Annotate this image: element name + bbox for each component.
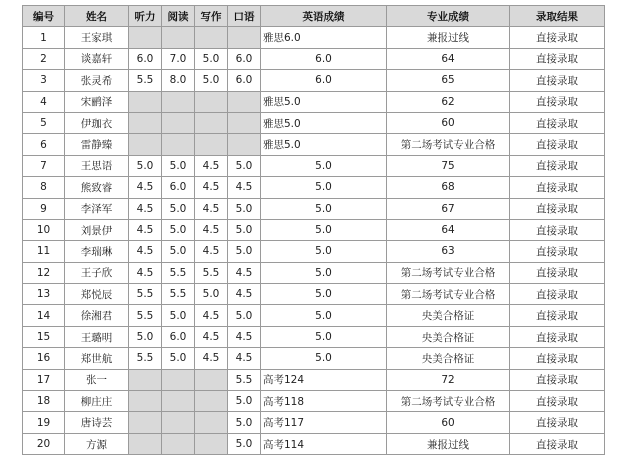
reading-score-cell: 5.0 — [162, 305, 195, 326]
row-id-cell: 18 — [23, 391, 65, 412]
writing-score-cell: 4.5 — [195, 155, 228, 176]
english-score-cell: 5.0 — [261, 348, 387, 369]
writing-score-cell — [195, 412, 228, 433]
admission-result-cell: 直接录取 — [510, 70, 605, 91]
writing-score-cell — [195, 433, 228, 454]
reading-score-cell: 5.5 — [162, 284, 195, 305]
row-id-cell: 11 — [23, 241, 65, 262]
speaking-score-cell: 5.0 — [228, 391, 261, 412]
table-header-row — [23, 6, 605, 27]
english-score-cell: 高考118 — [261, 391, 387, 412]
listening-score-cell: 5.5 — [129, 284, 162, 305]
english-score-cell: 6.0 — [261, 48, 387, 69]
reading-score-cell — [162, 112, 195, 133]
speaking-score-cell: 5.0 — [228, 305, 261, 326]
row-id-cell: 8 — [23, 177, 65, 198]
speaking-score-cell — [228, 134, 261, 155]
reading-score-cell — [162, 433, 195, 454]
reading-score-cell: 5.0 — [162, 155, 195, 176]
table-row — [23, 369, 605, 390]
listening-score-cell: 4.5 — [129, 198, 162, 219]
listening-score-cell: 4.5 — [129, 241, 162, 262]
table-body — [23, 27, 605, 455]
listening-score-cell — [129, 433, 162, 454]
writing-score-cell — [195, 91, 228, 112]
reading-score-cell — [162, 369, 195, 390]
listening-score-cell — [129, 412, 162, 433]
speaking-score-cell: 5.5 — [228, 369, 261, 390]
english-score-cell: 高考117 — [261, 412, 387, 433]
writing-score-cell: 4.5 — [195, 198, 228, 219]
major-score-cell: 65 — [387, 70, 510, 91]
admission-result-cell: 直接录取 — [510, 91, 605, 112]
writing-score-cell — [195, 391, 228, 412]
english-score-cell: 5.0 — [261, 177, 387, 198]
major-score-cell: 67 — [387, 198, 510, 219]
major-score-cell: 央美合格证 — [387, 305, 510, 326]
speaking-score-cell: 5.0 — [228, 412, 261, 433]
row-id-cell: 4 — [23, 91, 65, 112]
reading-score-cell: 5.0 — [162, 241, 195, 262]
writing-score-cell: 4.5 — [195, 177, 228, 198]
row-id-cell: 16 — [23, 348, 65, 369]
english-score-cell: 雅思5.0 — [261, 112, 387, 133]
major-score-cell: 60 — [387, 412, 510, 433]
english-score-cell: 6.0 — [261, 70, 387, 91]
student-name-cell: 雷静臻 — [65, 134, 129, 155]
english-score-cell: 高考124 — [261, 369, 387, 390]
header-writing: 写作 — [195, 6, 228, 27]
table-row — [23, 198, 605, 219]
writing-score-cell — [195, 369, 228, 390]
reading-score-cell: 5.0 — [162, 219, 195, 240]
student-name-cell: 王家琪 — [65, 27, 129, 48]
admission-results-table — [22, 5, 605, 455]
header-name: 姓名 — [65, 6, 129, 27]
admission-result-cell: 直接录取 — [510, 219, 605, 240]
writing-score-cell — [195, 134, 228, 155]
admission-result-cell: 直接录取 — [510, 177, 605, 198]
student-name-cell: 刘景伊 — [65, 219, 129, 240]
admission-result-cell: 直接录取 — [510, 284, 605, 305]
speaking-score-cell: 4.5 — [228, 262, 261, 283]
major-score-cell: 第二场考试专业合格 — [387, 134, 510, 155]
admission-result-cell: 直接录取 — [510, 241, 605, 262]
student-name-cell: 张灵希 — [65, 70, 129, 91]
table-row — [23, 391, 605, 412]
student-name-cell: 柳庄庄 — [65, 391, 129, 412]
listening-score-cell: 4.5 — [129, 262, 162, 283]
speaking-score-cell — [228, 91, 261, 112]
row-id-cell: 15 — [23, 326, 65, 347]
table-row — [23, 433, 605, 454]
admission-result-cell: 直接录取 — [510, 369, 605, 390]
student-name-cell: 唐诗芸 — [65, 412, 129, 433]
major-score-cell: 第二场考试专业合格 — [387, 391, 510, 412]
speaking-score-cell — [228, 27, 261, 48]
english-score-cell: 5.0 — [261, 262, 387, 283]
student-name-cell: 李泽军 — [65, 198, 129, 219]
table-row — [23, 112, 605, 133]
header-english-score: 英语成绩 — [261, 6, 387, 27]
speaking-score-cell: 4.5 — [228, 326, 261, 347]
table-row — [23, 134, 605, 155]
reading-score-cell: 6.0 — [162, 326, 195, 347]
major-score-cell: 68 — [387, 177, 510, 198]
student-name-cell: 宋鹂泽 — [65, 91, 129, 112]
writing-score-cell — [195, 27, 228, 48]
row-id-cell: 10 — [23, 219, 65, 240]
writing-score-cell — [195, 112, 228, 133]
major-score-cell: 兼报过线 — [387, 27, 510, 48]
student-name-cell: 王子欣 — [65, 262, 129, 283]
major-score-cell: 央美合格证 — [387, 348, 510, 369]
reading-score-cell — [162, 134, 195, 155]
writing-score-cell: 5.0 — [195, 48, 228, 69]
listening-score-cell — [129, 112, 162, 133]
listening-score-cell: 4.5 — [129, 219, 162, 240]
admission-result-cell: 直接录取 — [510, 305, 605, 326]
english-score-cell: 雅思5.0 — [261, 134, 387, 155]
header-listening: 听力 — [129, 6, 162, 27]
row-id-cell: 5 — [23, 112, 65, 133]
table-row — [23, 284, 605, 305]
listening-score-cell — [129, 391, 162, 412]
student-name-cell: 张一 — [65, 369, 129, 390]
student-name-cell: 李瑞琳 — [65, 241, 129, 262]
listening-score-cell: 5.5 — [129, 70, 162, 91]
speaking-score-cell: 4.5 — [228, 284, 261, 305]
english-score-cell: 雅思6.0 — [261, 27, 387, 48]
english-score-cell: 5.0 — [261, 305, 387, 326]
admission-result-cell: 直接录取 — [510, 48, 605, 69]
speaking-score-cell: 4.5 — [228, 177, 261, 198]
admission-result-cell: 直接录取 — [510, 433, 605, 454]
reading-score-cell: 6.0 — [162, 177, 195, 198]
listening-score-cell: 5.5 — [129, 305, 162, 326]
table-row — [23, 48, 605, 69]
listening-score-cell: 5.0 — [129, 155, 162, 176]
major-score-cell: 兼报过线 — [387, 433, 510, 454]
student-name-cell: 郑悦辰 — [65, 284, 129, 305]
admission-result-cell: 直接录取 — [510, 155, 605, 176]
speaking-score-cell — [228, 112, 261, 133]
english-score-cell: 5.0 — [261, 155, 387, 176]
row-id-cell: 9 — [23, 198, 65, 219]
reading-score-cell — [162, 391, 195, 412]
major-score-cell: 75 — [387, 155, 510, 176]
row-id-cell: 6 — [23, 134, 65, 155]
major-score-cell: 央美合格证 — [387, 326, 510, 347]
header-reading: 阅读 — [162, 6, 195, 27]
header-admission-result: 录取结果 — [510, 6, 605, 27]
row-id-cell: 3 — [23, 70, 65, 91]
student-name-cell: 方源 — [65, 433, 129, 454]
english-score-cell: 高考114 — [261, 433, 387, 454]
english-score-cell: 5.0 — [261, 241, 387, 262]
header-id: 编号 — [23, 6, 65, 27]
speaking-score-cell: 5.0 — [228, 155, 261, 176]
speaking-score-cell: 5.0 — [228, 198, 261, 219]
student-name-cell: 伊珈衣 — [65, 112, 129, 133]
table-row — [23, 262, 605, 283]
admission-result-cell: 直接录取 — [510, 262, 605, 283]
table-row — [23, 326, 605, 347]
admission-result-cell: 直接录取 — [510, 391, 605, 412]
listening-score-cell — [129, 369, 162, 390]
speaking-score-cell: 4.5 — [228, 348, 261, 369]
speaking-score-cell: 6.0 — [228, 48, 261, 69]
writing-score-cell: 5.0 — [195, 70, 228, 91]
student-name-cell: 徐湘君 — [65, 305, 129, 326]
major-score-cell: 第二场考试专业合格 — [387, 284, 510, 305]
admission-result-cell: 直接录取 — [510, 348, 605, 369]
reading-score-cell: 8.0 — [162, 70, 195, 91]
table-row — [23, 412, 605, 433]
writing-score-cell: 5.0 — [195, 284, 228, 305]
student-name-cell: 谈嘉轩 — [65, 48, 129, 69]
header-major-score: 专业成绩 — [387, 6, 510, 27]
admission-result-cell: 直接录取 — [510, 27, 605, 48]
writing-score-cell: 4.5 — [195, 326, 228, 347]
major-score-cell: 72 — [387, 369, 510, 390]
reading-score-cell — [162, 27, 195, 48]
speaking-score-cell: 5.0 — [228, 433, 261, 454]
admission-result-cell: 直接录取 — [510, 412, 605, 433]
admission-results-table-container — [22, 5, 605, 455]
writing-score-cell: 4.5 — [195, 219, 228, 240]
row-id-cell: 20 — [23, 433, 65, 454]
student-name-cell: 熊致睿 — [65, 177, 129, 198]
student-name-cell: 王璐明 — [65, 326, 129, 347]
speaking-score-cell: 6.0 — [228, 70, 261, 91]
table-row — [23, 177, 605, 198]
major-score-cell: 第二场考试专业合格 — [387, 262, 510, 283]
listening-score-cell — [129, 27, 162, 48]
row-id-cell: 2 — [23, 48, 65, 69]
admission-result-cell: 直接录取 — [510, 134, 605, 155]
row-id-cell: 12 — [23, 262, 65, 283]
reading-score-cell: 5.0 — [162, 348, 195, 369]
writing-score-cell: 4.5 — [195, 241, 228, 262]
reading-score-cell — [162, 412, 195, 433]
table-row — [23, 305, 605, 326]
english-score-cell: 5.0 — [261, 326, 387, 347]
english-score-cell: 5.0 — [261, 219, 387, 240]
listening-score-cell — [129, 91, 162, 112]
row-id-cell: 14 — [23, 305, 65, 326]
table-row — [23, 91, 605, 112]
header-speaking: 口语 — [228, 6, 261, 27]
row-id-cell: 19 — [23, 412, 65, 433]
table-row — [23, 70, 605, 91]
english-score-cell: 雅思5.0 — [261, 91, 387, 112]
english-score-cell: 5.0 — [261, 198, 387, 219]
row-id-cell: 13 — [23, 284, 65, 305]
row-id-cell: 7 — [23, 155, 65, 176]
reading-score-cell: 5.5 — [162, 262, 195, 283]
table-row — [23, 241, 605, 262]
admission-result-cell: 直接录取 — [510, 326, 605, 347]
listening-score-cell: 5.0 — [129, 326, 162, 347]
major-score-cell: 64 — [387, 48, 510, 69]
table-row — [23, 27, 605, 48]
row-id-cell: 17 — [23, 369, 65, 390]
speaking-score-cell: 5.0 — [228, 219, 261, 240]
writing-score-cell: 5.5 — [195, 262, 228, 283]
english-score-cell: 5.0 — [261, 284, 387, 305]
listening-score-cell: 4.5 — [129, 177, 162, 198]
reading-score-cell — [162, 91, 195, 112]
writing-score-cell: 4.5 — [195, 305, 228, 326]
row-id-cell: 1 — [23, 27, 65, 48]
table-row — [23, 348, 605, 369]
listening-score-cell: 5.5 — [129, 348, 162, 369]
student-name-cell: 郑世航 — [65, 348, 129, 369]
admission-result-cell: 直接录取 — [510, 198, 605, 219]
reading-score-cell: 5.0 — [162, 198, 195, 219]
listening-score-cell: 6.0 — [129, 48, 162, 69]
speaking-score-cell: 5.0 — [228, 241, 261, 262]
major-score-cell: 63 — [387, 241, 510, 262]
table-row — [23, 155, 605, 176]
student-name-cell: 王思语 — [65, 155, 129, 176]
major-score-cell: 62 — [387, 91, 510, 112]
major-score-cell: 64 — [387, 219, 510, 240]
listening-score-cell — [129, 134, 162, 155]
writing-score-cell: 4.5 — [195, 348, 228, 369]
table-row — [23, 219, 605, 240]
admission-result-cell: 直接录取 — [510, 112, 605, 133]
reading-score-cell: 7.0 — [162, 48, 195, 69]
major-score-cell: 60 — [387, 112, 510, 133]
